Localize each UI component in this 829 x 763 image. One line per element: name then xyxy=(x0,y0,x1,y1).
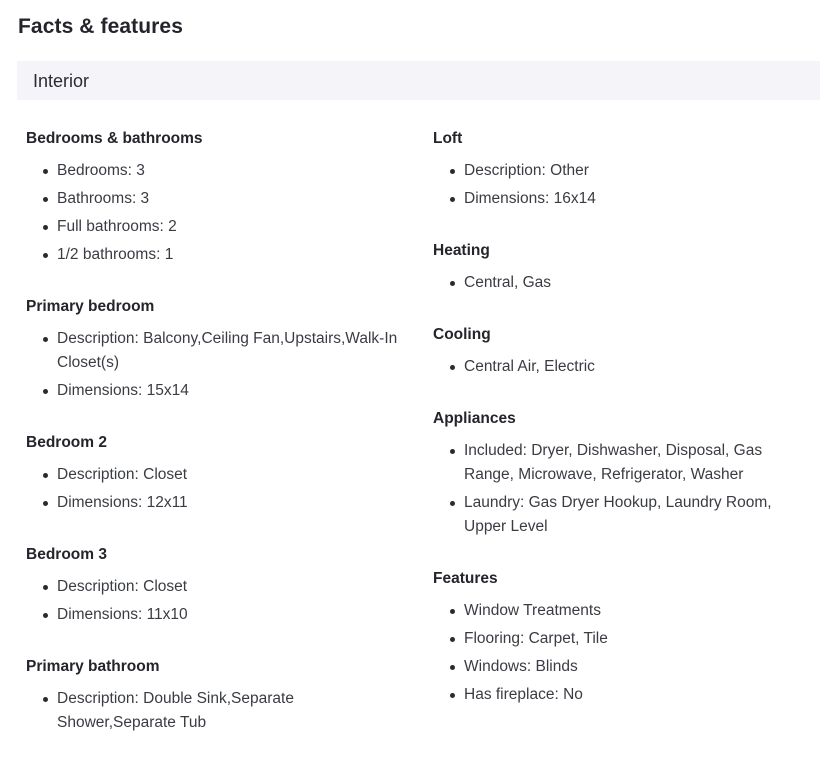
fact-item: Dimensions: 15x14 xyxy=(57,377,403,405)
fact-item: Dimensions: 12x11 xyxy=(57,489,403,517)
fact-item: Central, Gas xyxy=(464,269,810,297)
fact-group-heading: Bedroom 2 xyxy=(26,434,107,451)
fact-list xyxy=(433,353,810,381)
fact-item: 1/2 bathrooms: 1 xyxy=(57,241,403,269)
fact-list xyxy=(26,461,403,517)
fact-group xyxy=(26,655,403,737)
fact-group-heading: Primary bedroom xyxy=(26,298,155,315)
fact-item: Included: Dryer, Dishwasher, Disposal, Gas Range, Microwave, Refrigerator, Washer xyxy=(464,437,810,489)
fact-item: Dimensions: 16x14 xyxy=(464,185,810,213)
fact-item: Flooring: Carpet, Tile xyxy=(464,625,810,653)
fact-list xyxy=(433,437,810,541)
fact-group-heading: Features xyxy=(433,570,498,587)
fact-group-heading: Cooling xyxy=(433,326,491,343)
fact-group xyxy=(433,239,810,297)
fact-list xyxy=(26,325,403,405)
fact-item: Window Treatments xyxy=(464,597,810,625)
fact-group-heading: Bedrooms & bathrooms xyxy=(26,130,203,147)
fact-group-heading: Heating xyxy=(433,242,490,259)
fact-item: Windows: Blinds xyxy=(464,653,810,681)
fact-group xyxy=(433,127,810,213)
fact-group-heading: Appliances xyxy=(433,410,516,427)
fact-item: Description: Closet xyxy=(57,573,403,601)
fact-item: Bathrooms: 3 xyxy=(57,185,403,213)
fact-item: Description: Balcony,Ceiling Fan,Upstairs,Walk-In Closet(s) xyxy=(57,325,403,377)
fact-list xyxy=(26,573,403,629)
fact-item: Full bathrooms: 2 xyxy=(57,213,403,241)
fact-item: Central Air, Electric xyxy=(464,353,810,381)
fact-group xyxy=(26,127,403,269)
fact-group xyxy=(26,431,403,517)
facts-column-right xyxy=(433,127,810,735)
fact-list xyxy=(433,157,810,213)
fact-group xyxy=(433,567,810,709)
fact-group xyxy=(433,407,810,541)
fact-item: Laundry: Gas Dryer Hookup, Laundry Room, Upper Level xyxy=(464,489,810,541)
fact-group-heading: Primary bathroom xyxy=(26,658,160,675)
fact-group xyxy=(433,323,810,381)
fact-group-heading: Bedroom 3 xyxy=(26,546,107,563)
fact-list xyxy=(433,597,810,709)
fact-list xyxy=(26,685,403,737)
interior-section-header xyxy=(17,61,820,100)
fact-item: Description: Closet xyxy=(57,461,403,489)
fact-item: Dimensions: 11x10 xyxy=(57,601,403,629)
interior-section-label: Interior xyxy=(33,70,90,91)
fact-item: Bedrooms: 3 xyxy=(57,157,403,185)
page-title: Facts & features xyxy=(18,15,183,38)
fact-group xyxy=(26,295,403,405)
facts-columns xyxy=(17,100,820,763)
fact-item: Description: Other xyxy=(464,157,810,185)
fact-list xyxy=(433,269,810,297)
fact-item: Description: Double Sink,Separate Shower,Separate Tub xyxy=(57,685,403,737)
fact-list xyxy=(26,157,403,269)
fact-item: Has fireplace: No xyxy=(464,681,810,709)
fact-group xyxy=(26,543,403,629)
fact-group-heading: Loft xyxy=(433,130,463,147)
facts-column-left xyxy=(26,127,403,763)
